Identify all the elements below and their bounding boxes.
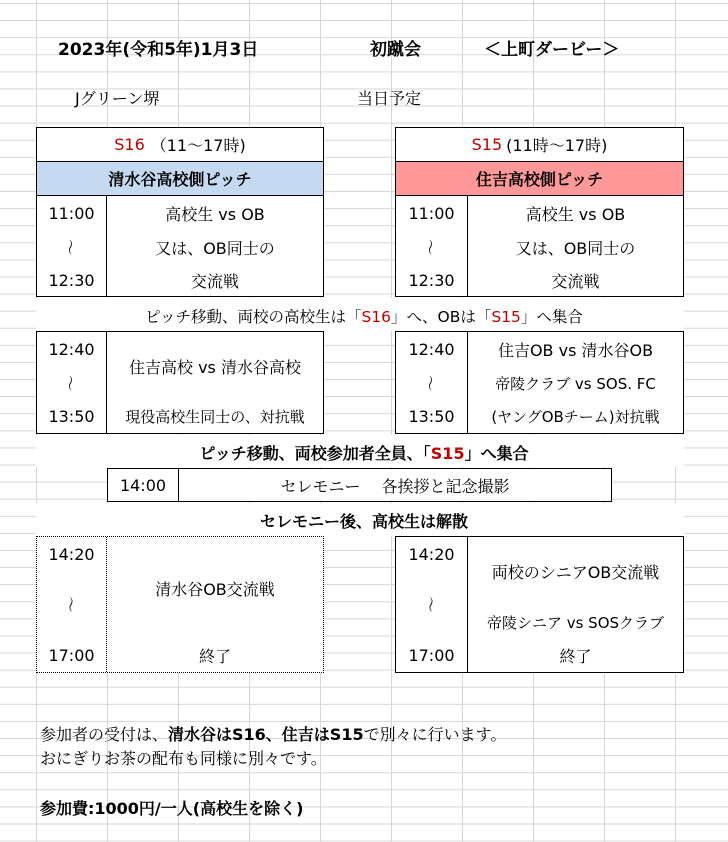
s15-b3-tilde: 〜	[421, 596, 440, 613]
s15-hours: (11時～17時)	[506, 136, 608, 155]
s15-b2-start: 12:40	[408, 339, 455, 359]
s15-b3-end: 17:00	[408, 646, 455, 665]
s15-b2-tilde: 〜	[421, 374, 440, 391]
s15-block1	[395, 195, 684, 297]
s16-b1-line1: 高校生 vs OB	[165, 204, 265, 224]
s15-title	[396, 128, 683, 161]
title-date: 2023年(令和5年)1月3日	[58, 40, 259, 60]
s15-code: S15	[471, 135, 503, 154]
s15-b1-line3: 交流戦	[551, 271, 600, 291]
s15-block3	[395, 536, 684, 673]
ceremony-label: セレモニー 各挨拶と記念撮影	[280, 476, 510, 496]
s15-b3-start: 14:20	[408, 544, 455, 564]
s15-header	[395, 127, 684, 196]
footer-reception: 参加者の受付は、清水谷はS16、住吉はS15で別々に行います。	[40, 725, 507, 744]
ceremony-time: 14:00	[119, 475, 167, 495]
s16-b2-start: 12:40	[48, 339, 95, 359]
s15-b2-line3: (ヤングOBチーム)対抗戦	[491, 408, 660, 426]
footer-fee: 参加費:1000円/一人(高校生を除く)	[40, 799, 304, 818]
s16-b2-end: 13:50	[48, 407, 95, 426]
s16-b3-start: 14:20	[48, 544, 95, 564]
s16-b1-tilde: 〜	[61, 238, 80, 255]
s16-b3-tilde: 〜	[61, 596, 80, 613]
ceremony-row	[107, 468, 612, 502]
s16-pitch: 清水谷高校側ピッチ	[37, 161, 323, 195]
move-instruction-1: ピッチ移動、両校の高校生は「S16」へ、OBは「S15」へ集合	[145, 308, 583, 326]
s16-b1-line3: 交流戦	[190, 271, 239, 291]
s16-b3-line2: 終了	[198, 647, 231, 666]
s16-b1-line2: 又は、OB同士の	[155, 238, 275, 258]
s16-b1-end: 12:30	[48, 270, 95, 290]
s16-b3-line1: 清水谷OB交流戦	[155, 579, 275, 599]
s15-b1-line1: 高校生 vs OB	[525, 204, 626, 224]
title-event: 初蹴会	[370, 40, 421, 60]
s15-b1-line2: 又は、OB同士の	[515, 238, 636, 258]
s15-b1-start: 11:00	[408, 203, 455, 223]
s16-title	[37, 128, 323, 161]
s16-code: S16	[114, 135, 145, 154]
s16-b1-start: 11:00	[48, 203, 95, 223]
s15-b1-end: 12:30	[408, 270, 455, 290]
move-instruction-2: ピッチ移動、両校参加者全員、「S15」へ集合	[199, 444, 529, 463]
s16-block1	[36, 195, 324, 297]
s15-b3-line2: 帝陵シニア vs SOSクラブ	[486, 613, 665, 632]
s16-b3-end: 17:00	[48, 646, 95, 665]
s15-pitch: 住吉高校側ピッチ	[396, 161, 683, 195]
s16-header	[36, 127, 324, 196]
s16-b2-tilde: 〜	[61, 374, 80, 391]
title-derby: ＜上町ダービー＞	[484, 40, 620, 60]
schedule-note: 当日予定	[357, 89, 422, 108]
venue: Jグリーン堺	[75, 89, 160, 108]
s15-b3-line1: 両校のシニアOB交流戦	[491, 562, 660, 582]
s15-block2	[395, 331, 684, 434]
s15-b3-line3: 終了	[559, 647, 592, 666]
s15-b2-line2: 帝陵クラブ vs SOS. FC	[495, 374, 656, 393]
s16-b2-line1: 住吉高校 vs 清水谷高校	[129, 357, 301, 377]
s16-hours: （11～17時)	[150, 136, 246, 155]
s15-b1-tilde: 〜	[421, 238, 440, 255]
s16-block3	[36, 536, 324, 673]
s15-b2-line1: 住吉OB vs 清水谷OB	[497, 340, 654, 360]
s15-b2-end: 13:50	[408, 407, 455, 426]
s16-b2-line2: 現役高校生同士の、対抗戦	[125, 408, 305, 426]
footer-distribution: おにぎりお茶の配布も同様に別々です。	[40, 749, 327, 768]
after-ceremony: セレモニー後、高校生は解散	[259, 512, 468, 531]
s16-block2	[36, 331, 324, 434]
